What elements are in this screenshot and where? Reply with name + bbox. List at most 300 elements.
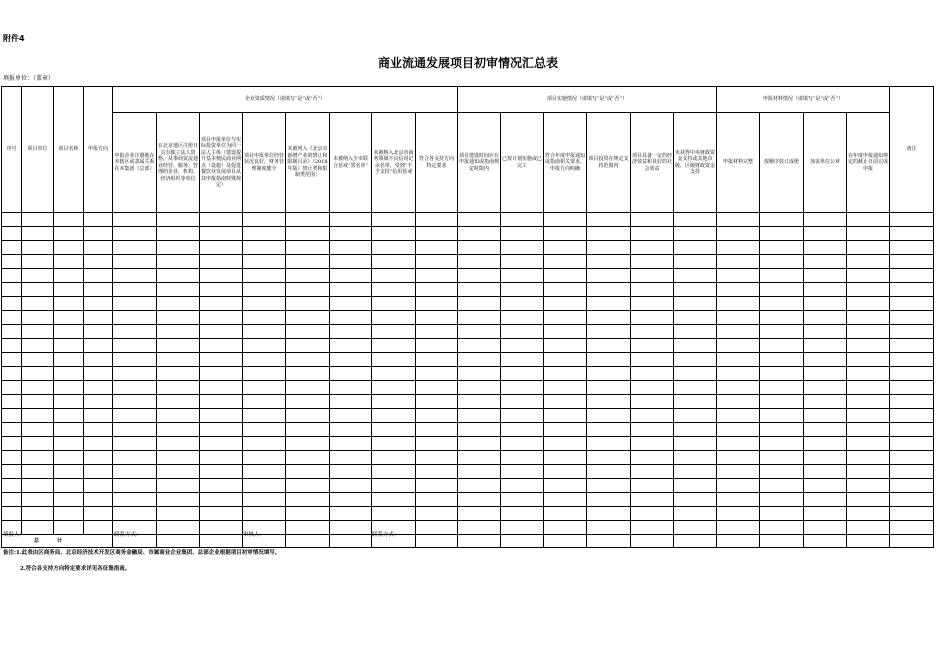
table-cell[interactable] [243,479,286,493]
table-cell[interactable] [330,311,372,325]
table-cell[interactable] [847,479,890,493]
table-cell[interactable] [54,479,84,493]
table-cell[interactable] [157,423,200,437]
table-cell[interactable] [631,423,674,437]
table-cell[interactable] [2,227,22,241]
table-cell[interactable] [587,269,631,283]
table-cell[interactable] [330,521,372,535]
table-cell[interactable] [760,339,804,353]
table-cell[interactable] [54,367,84,381]
table-cell[interactable] [200,507,243,521]
table-cell[interactable] [372,451,416,465]
table-cell[interactable] [286,507,330,521]
table-cell[interactable] [243,283,286,297]
table-cell[interactable] [631,311,674,325]
table-cell[interactable] [22,465,54,479]
table-cell[interactable] [544,507,587,521]
table-cell[interactable] [84,493,113,507]
table-cell[interactable] [587,479,631,493]
table-cell[interactable] [330,409,372,423]
table-cell[interactable] [243,423,286,437]
table-cell[interactable] [330,381,372,395]
total-cell[interactable] [804,535,847,548]
table-cell[interactable] [847,311,890,325]
table-cell[interactable] [674,311,717,325]
table-cell[interactable] [890,269,934,283]
table-cell[interactable] [501,507,544,521]
table-cell[interactable] [243,353,286,367]
table-cell[interactable] [804,213,847,227]
table-cell[interactable] [200,353,243,367]
table-cell[interactable] [587,451,631,465]
table-cell[interactable] [674,479,717,493]
table-cell[interactable] [286,311,330,325]
table-cell[interactable] [458,227,501,241]
table-cell[interactable] [631,465,674,479]
table-cell[interactable] [760,437,804,451]
table-cell[interactable] [2,437,22,451]
table-cell[interactable] [890,297,934,311]
table-cell[interactable] [458,437,501,451]
table-cell[interactable] [847,465,890,479]
table-cell[interactable] [286,269,330,283]
table-cell[interactable] [631,409,674,423]
table-cell[interactable] [890,521,934,535]
table-cell[interactable] [200,395,243,409]
table-cell[interactable] [501,311,544,325]
table-cell[interactable] [847,255,890,269]
table-cell[interactable] [458,241,501,255]
table-cell[interactable] [113,325,157,339]
table-cell[interactable] [501,451,544,465]
table-cell[interactable] [587,437,631,451]
table-cell[interactable] [890,227,934,241]
table-cell[interactable] [330,465,372,479]
table-cell[interactable] [544,395,587,409]
table-cell[interactable] [113,269,157,283]
table-cell[interactable] [631,395,674,409]
table-cell[interactable] [84,465,113,479]
table-cell[interactable] [22,255,54,269]
table-cell[interactable] [587,409,631,423]
table-cell[interactable] [22,381,54,395]
table-cell[interactable] [717,381,760,395]
table-cell[interactable] [587,213,631,227]
table-cell[interactable] [631,269,674,283]
table-cell[interactable] [22,227,54,241]
table-cell[interactable] [84,395,113,409]
table-cell[interactable] [372,227,416,241]
table-cell[interactable] [84,451,113,465]
table-cell[interactable] [804,283,847,297]
table-cell[interactable] [416,381,458,395]
table-cell[interactable] [286,255,330,269]
table-cell[interactable] [157,325,200,339]
table-cell[interactable] [2,339,22,353]
table-cell[interactable] [544,325,587,339]
table-cell[interactable] [113,353,157,367]
table-cell[interactable] [631,507,674,521]
table-cell[interactable] [22,507,54,521]
table-cell[interactable] [674,269,717,283]
total-cell[interactable] [631,535,674,548]
table-cell[interactable] [84,381,113,395]
table-cell[interactable] [847,283,890,297]
table-cell[interactable] [717,311,760,325]
table-cell[interactable] [113,451,157,465]
table-cell[interactable] [760,269,804,283]
table-cell[interactable] [286,479,330,493]
table-cell[interactable] [804,479,847,493]
table-cell[interactable] [717,255,760,269]
table-cell[interactable] [890,283,934,297]
table-cell[interactable] [54,297,84,311]
table-cell[interactable] [674,395,717,409]
table-cell[interactable] [847,437,890,451]
table-cell[interactable] [416,479,458,493]
table-cell[interactable] [200,283,243,297]
table-cell[interactable] [22,297,54,311]
table-cell[interactable] [84,353,113,367]
table-cell[interactable] [330,227,372,241]
table-cell[interactable] [286,325,330,339]
table-cell[interactable] [458,479,501,493]
table-cell[interactable] [458,269,501,283]
table-cell[interactable] [113,213,157,227]
table-cell[interactable] [674,409,717,423]
table-cell[interactable] [372,367,416,381]
table-cell[interactable] [286,395,330,409]
table-cell[interactable] [847,423,890,437]
table-cell[interactable] [2,367,22,381]
table-cell[interactable] [286,521,330,535]
table-cell[interactable] [760,451,804,465]
table-cell[interactable] [84,297,113,311]
table-cell[interactable] [200,493,243,507]
table-cell[interactable] [587,283,631,297]
table-cell[interactable] [631,479,674,493]
table-cell[interactable] [717,213,760,227]
table-cell[interactable] [501,409,544,423]
table-cell[interactable] [243,311,286,325]
table-cell[interactable] [674,521,717,535]
table-cell[interactable] [501,297,544,311]
table-cell[interactable] [804,297,847,311]
table-cell[interactable] [587,423,631,437]
table-cell[interactable] [631,367,674,381]
table-cell[interactable] [760,409,804,423]
table-cell[interactable] [286,283,330,297]
table-cell[interactable] [674,283,717,297]
table-cell[interactable] [200,311,243,325]
table-cell[interactable] [674,339,717,353]
table-cell[interactable] [200,423,243,437]
table-cell[interactable] [243,213,286,227]
table-cell[interactable] [458,395,501,409]
table-cell[interactable] [674,451,717,465]
table-cell[interactable] [2,297,22,311]
table-cell[interactable] [54,507,84,521]
table-cell[interactable] [760,213,804,227]
table-cell[interactable] [22,241,54,255]
table-cell[interactable] [22,213,54,227]
table-cell[interactable] [717,409,760,423]
table-cell[interactable] [200,451,243,465]
table-cell[interactable] [544,381,587,395]
table-cell[interactable] [587,395,631,409]
table-cell[interactable] [501,381,544,395]
table-cell[interactable] [847,297,890,311]
table-cell[interactable] [717,507,760,521]
table-cell[interactable] [544,451,587,465]
table-cell[interactable] [416,227,458,241]
table-cell[interactable] [54,353,84,367]
table-cell[interactable] [890,367,934,381]
table-cell[interactable] [544,437,587,451]
table-cell[interactable] [587,507,631,521]
table-cell[interactable] [458,507,501,521]
table-cell[interactable] [157,241,200,255]
table-cell[interactable] [804,395,847,409]
table-cell[interactable] [760,395,804,409]
table-cell[interactable] [286,451,330,465]
table-cell[interactable] [587,521,631,535]
table-cell[interactable] [890,311,934,325]
table-cell[interactable] [847,507,890,521]
table-cell[interactable] [804,241,847,255]
table-cell[interactable] [157,451,200,465]
table-cell[interactable] [243,409,286,423]
table-cell[interactable] [54,409,84,423]
table-cell[interactable] [847,227,890,241]
table-cell[interactable] [416,311,458,325]
table-cell[interactable] [2,451,22,465]
table-cell[interactable] [84,423,113,437]
table-cell[interactable] [587,465,631,479]
table-cell[interactable] [286,493,330,507]
table-cell[interactable] [544,297,587,311]
table-cell[interactable] [847,367,890,381]
table-cell[interactable] [113,381,157,395]
table-cell[interactable] [84,283,113,297]
table-cell[interactable] [330,269,372,283]
table-cell[interactable] [458,353,501,367]
table-cell[interactable] [416,255,458,269]
table-cell[interactable] [674,423,717,437]
table-cell[interactable] [501,325,544,339]
table-cell[interactable] [286,353,330,367]
table-cell[interactable] [501,255,544,269]
table-cell[interactable] [157,283,200,297]
table-cell[interactable] [587,493,631,507]
table-cell[interactable] [458,339,501,353]
table-cell[interactable] [890,507,934,521]
table-cell[interactable] [674,507,717,521]
table-cell[interactable] [890,437,934,451]
table-cell[interactable] [84,339,113,353]
table-cell[interactable] [2,423,22,437]
table-cell[interactable] [501,521,544,535]
table-cell[interactable] [372,297,416,311]
table-cell[interactable] [22,437,54,451]
table-cell[interactable] [54,339,84,353]
table-cell[interactable] [113,241,157,255]
table-cell[interactable] [674,367,717,381]
total-cell[interactable] [501,535,544,548]
table-cell[interactable] [2,395,22,409]
table-cell[interactable] [890,395,934,409]
table-cell[interactable] [587,325,631,339]
table-cell[interactable] [54,465,84,479]
table-cell[interactable] [416,507,458,521]
table-cell[interactable] [631,325,674,339]
table-cell[interactable] [804,311,847,325]
table-cell[interactable] [458,493,501,507]
table-cell[interactable] [372,465,416,479]
table-cell[interactable] [674,213,717,227]
table-cell[interactable] [113,255,157,269]
table-cell[interactable] [200,367,243,381]
table-cell[interactable] [54,437,84,451]
table-cell[interactable] [501,493,544,507]
table-cell[interactable] [2,325,22,339]
table-cell[interactable] [54,283,84,297]
table-cell[interactable] [760,479,804,493]
table-cell[interactable] [330,325,372,339]
table-cell[interactable] [890,325,934,339]
table-cell[interactable] [416,353,458,367]
table-cell[interactable] [330,241,372,255]
table-cell[interactable] [631,241,674,255]
table-cell[interactable] [804,451,847,465]
table-cell[interactable] [157,409,200,423]
table-cell[interactable] [760,325,804,339]
table-cell[interactable] [416,521,458,535]
table-cell[interactable] [2,507,22,521]
table-cell[interactable] [2,269,22,283]
table-cell[interactable] [458,311,501,325]
table-cell[interactable] [587,255,631,269]
table-cell[interactable] [890,451,934,465]
table-cell[interactable] [157,465,200,479]
table-cell[interactable] [416,423,458,437]
table-cell[interactable] [804,507,847,521]
table-cell[interactable] [330,493,372,507]
table-cell[interactable] [243,395,286,409]
table-cell[interactable] [372,269,416,283]
table-cell[interactable] [157,339,200,353]
table-cell[interactable] [416,395,458,409]
table-cell[interactable] [243,381,286,395]
table-cell[interactable] [372,409,416,423]
table-cell[interactable] [286,297,330,311]
table-cell[interactable] [84,241,113,255]
table-cell[interactable] [847,409,890,423]
table-cell[interactable] [760,521,804,535]
table-cell[interactable] [372,479,416,493]
table-cell[interactable] [286,423,330,437]
table-cell[interactable] [631,521,674,535]
table-cell[interactable] [113,311,157,325]
table-cell[interactable] [200,339,243,353]
table-cell[interactable] [587,339,631,353]
table-cell[interactable] [416,213,458,227]
table-cell[interactable] [54,241,84,255]
table-cell[interactable] [501,465,544,479]
table-cell[interactable] [113,367,157,381]
table-cell[interactable] [330,437,372,451]
table-cell[interactable] [286,437,330,451]
table-cell[interactable] [717,227,760,241]
table-cell[interactable] [717,493,760,507]
table-cell[interactable] [113,507,157,521]
table-cell[interactable] [157,507,200,521]
table-cell[interactable] [847,339,890,353]
table-cell[interactable] [113,465,157,479]
table-cell[interactable] [544,367,587,381]
table-cell[interactable] [113,283,157,297]
total-cell[interactable] [847,535,890,548]
total-cell[interactable] [330,535,372,548]
table-cell[interactable] [372,507,416,521]
table-cell[interactable] [200,521,243,535]
table-cell[interactable] [330,367,372,381]
table-cell[interactable] [157,227,200,241]
table-cell[interactable] [113,423,157,437]
table-cell[interactable] [717,353,760,367]
table-cell[interactable] [416,297,458,311]
table-cell[interactable] [587,367,631,381]
total-cell[interactable] [717,535,760,548]
table-cell[interactable] [587,241,631,255]
table-cell[interactable] [22,353,54,367]
table-cell[interactable] [416,437,458,451]
table-cell[interactable] [631,353,674,367]
table-cell[interactable] [804,465,847,479]
table-cell[interactable] [54,521,84,535]
table-cell[interactable] [804,227,847,241]
table-cell[interactable] [760,507,804,521]
table-cell[interactable] [157,269,200,283]
table-cell[interactable] [717,521,760,535]
table-cell[interactable] [243,227,286,241]
table-cell[interactable] [631,451,674,465]
table-cell[interactable] [113,297,157,311]
table-cell[interactable] [717,451,760,465]
table-cell[interactable] [243,241,286,255]
table-cell[interactable] [22,311,54,325]
table-cell[interactable] [890,241,934,255]
table-cell[interactable] [54,269,84,283]
table-cell[interactable] [458,521,501,535]
table-cell[interactable] [157,437,200,451]
table-cell[interactable] [372,255,416,269]
table-cell[interactable] [717,465,760,479]
table-cell[interactable] [544,353,587,367]
table-cell[interactable] [631,255,674,269]
table-cell[interactable] [544,521,587,535]
table-cell[interactable] [286,227,330,241]
table-cell[interactable] [890,213,934,227]
table-cell[interactable] [157,479,200,493]
table-cell[interactable] [2,283,22,297]
table-cell[interactable] [54,213,84,227]
table-cell[interactable] [113,409,157,423]
table-cell[interactable] [416,283,458,297]
table-cell[interactable] [501,269,544,283]
table-cell[interactable] [890,381,934,395]
table-cell[interactable] [674,255,717,269]
